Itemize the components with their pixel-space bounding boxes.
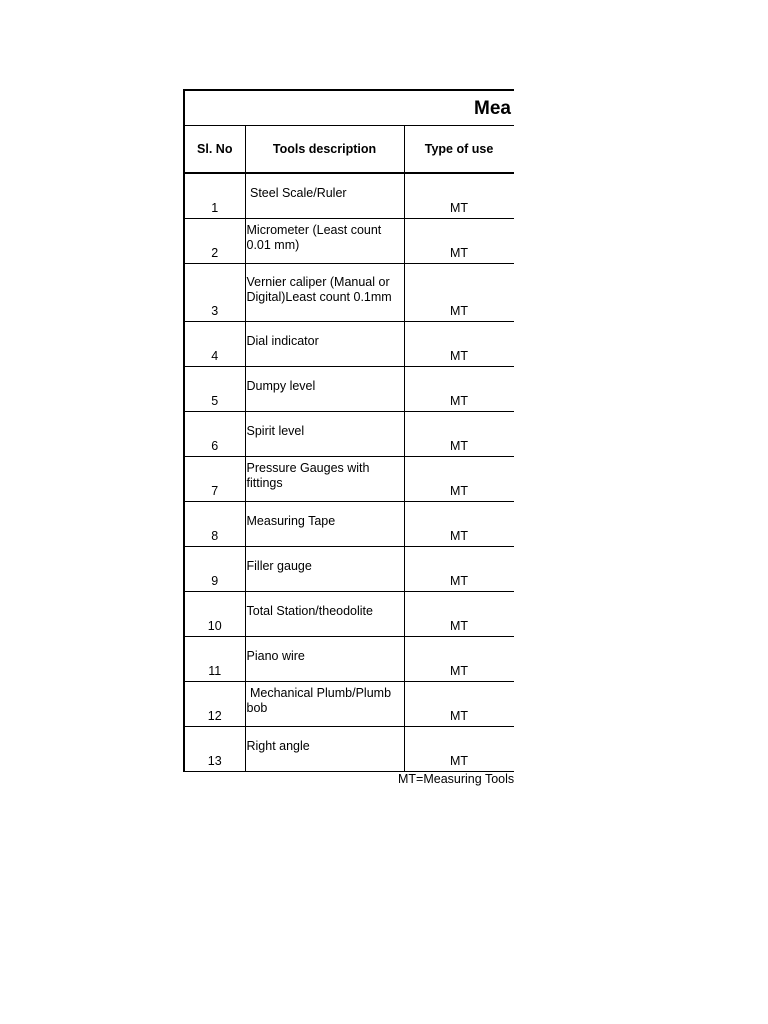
table-row xyxy=(184,637,514,682)
table-row xyxy=(184,412,514,457)
cell-tools-description xyxy=(245,322,404,367)
cell-type-of-use: MT xyxy=(404,367,514,412)
table-row xyxy=(184,502,514,547)
cell-type-of-use: MT xyxy=(404,173,514,219)
cell-tools-description xyxy=(245,592,404,637)
cell-tools-description xyxy=(245,412,404,457)
description-text: Mechanical Plumb/Plumb bob xyxy=(246,686,395,715)
description-text: Measuring Tape xyxy=(246,513,336,528)
cell-type-of-use: MT xyxy=(404,264,514,322)
tools-table xyxy=(183,89,514,772)
table-row xyxy=(184,682,514,727)
cell-tools-description xyxy=(245,219,404,264)
footnote: MT=Measuring Tools xyxy=(398,772,514,786)
table-row xyxy=(184,219,514,264)
description-text: Micrometer (Least count 0.01 mm) xyxy=(246,223,385,252)
cell-sl-no: 13 xyxy=(184,727,245,772)
cell-tools-description xyxy=(245,682,404,727)
cell-type-of-use: MT xyxy=(404,502,514,547)
cell-tools-description xyxy=(245,637,404,682)
cell-type-of-use: MT xyxy=(404,457,514,502)
description-text: Filler gauge xyxy=(246,558,312,573)
cell-sl-no: 1 xyxy=(184,173,245,219)
spreadsheet-view xyxy=(183,89,514,772)
cell-sl-no: 12 xyxy=(184,682,245,727)
description-text: Dial indicator xyxy=(246,333,319,348)
cell-sl-no: 6 xyxy=(184,412,245,457)
cell-sl-no: 4 xyxy=(184,322,245,367)
cell-sl-no: 5 xyxy=(184,367,245,412)
cell-tools-description xyxy=(245,502,404,547)
cell-type-of-use: MT xyxy=(404,412,514,457)
header-row xyxy=(184,126,514,174)
cell-type-of-use: MT xyxy=(404,727,514,772)
description-text: Right angle xyxy=(246,738,310,753)
table-row xyxy=(184,727,514,772)
cell-tools-description xyxy=(245,547,404,592)
cell-tools-description xyxy=(245,457,404,502)
description-text: Steel Scale/Ruler xyxy=(246,185,347,200)
cell-sl-no: 9 xyxy=(184,547,245,592)
table-row xyxy=(184,264,514,322)
table-row xyxy=(184,592,514,637)
cell-type-of-use: MT xyxy=(404,219,514,264)
cell-tools-description xyxy=(245,367,404,412)
header-type-of-use: Type of use xyxy=(404,126,514,174)
title-row xyxy=(184,90,514,126)
cell-type-of-use: MT xyxy=(404,322,514,367)
description-text: Spirit level xyxy=(246,423,305,438)
description-text: Pressure Gauges with fittings xyxy=(246,461,373,490)
cell-tools-description xyxy=(245,173,404,219)
cell-type-of-use: MT xyxy=(404,637,514,682)
header-tools-description: Tools description xyxy=(245,126,404,174)
cell-sl-no: 11 xyxy=(184,637,245,682)
description-text: Dumpy level xyxy=(246,378,316,393)
table-row xyxy=(184,547,514,592)
table-row xyxy=(184,173,514,219)
description-text: Total Station/theodolite xyxy=(246,603,373,618)
table-row xyxy=(184,367,514,412)
header-sl-no: Sl. No xyxy=(184,126,245,174)
cell-type-of-use: MT xyxy=(404,592,514,637)
table-row xyxy=(184,457,514,502)
cell-tools-description xyxy=(245,727,404,772)
cell-type-of-use: MT xyxy=(404,547,514,592)
cell-tools-description xyxy=(245,264,404,322)
cell-sl-no: 8 xyxy=(184,502,245,547)
cell-sl-no: 10 xyxy=(184,592,245,637)
cell-sl-no: 3 xyxy=(184,264,245,322)
cell-sl-no: 2 xyxy=(184,219,245,264)
table-row xyxy=(184,322,514,367)
description-text: Vernier caliper (Manual or Digital)Least count 0.1mm xyxy=(246,274,394,304)
cell-sl-no: 7 xyxy=(184,457,245,502)
description-text: Piano wire xyxy=(246,648,305,663)
cell-type-of-use: MT xyxy=(404,682,514,727)
table-title: Mea xyxy=(184,90,514,126)
